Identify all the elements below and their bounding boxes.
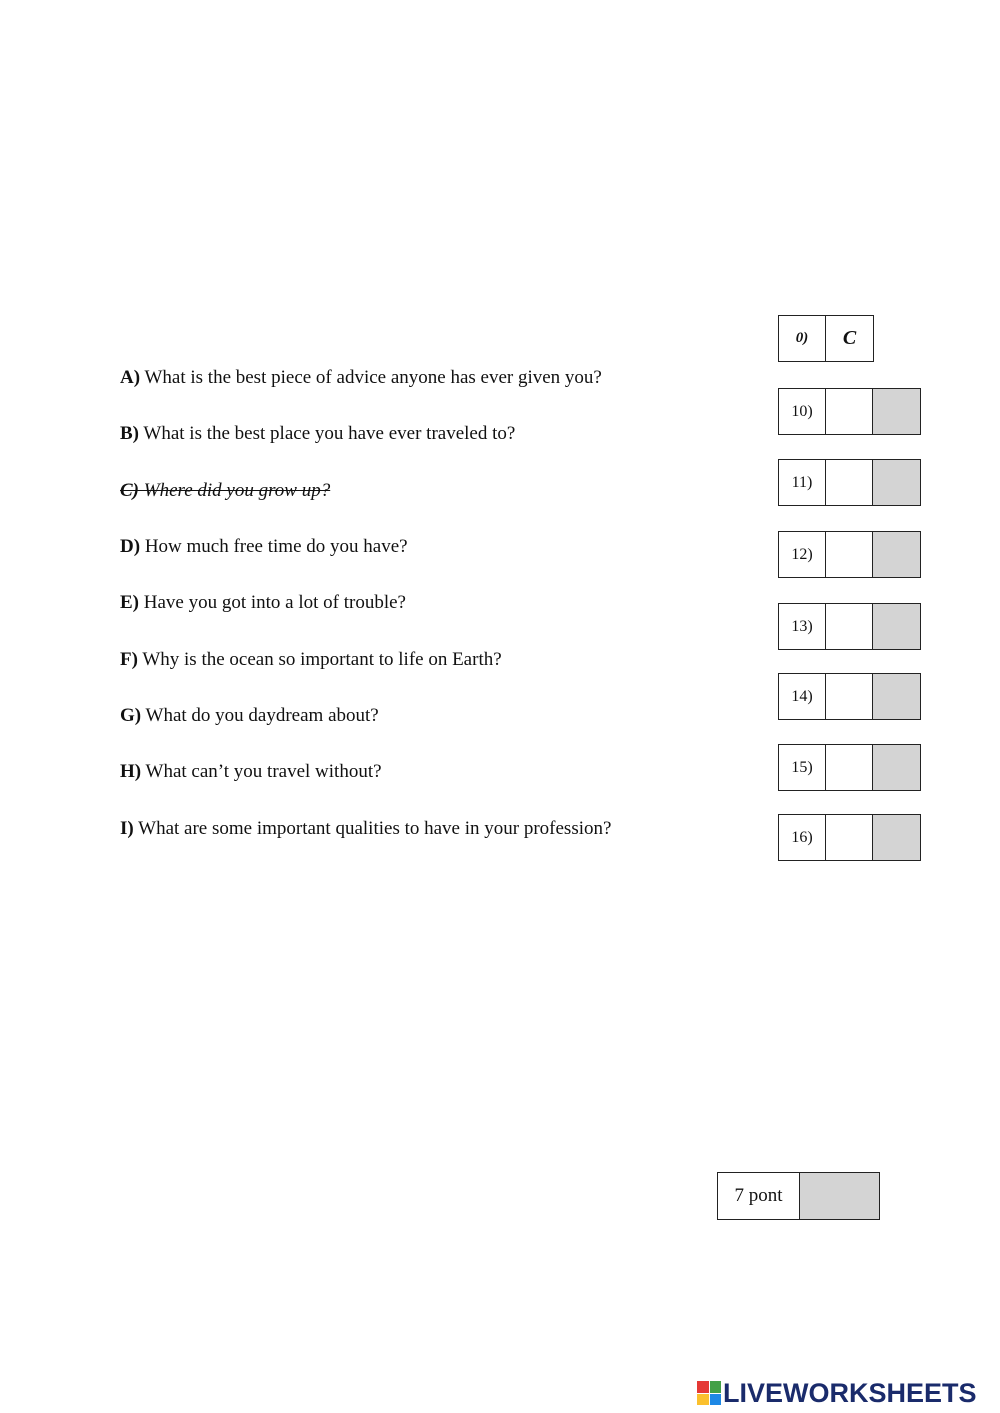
score-cell <box>873 389 920 434</box>
question-text: What is the best place you have ever traveled to? <box>139 423 516 444</box>
score-label: 7 pont <box>718 1173 800 1219</box>
question-letter: E) <box>120 592 139 613</box>
question-text: What is the best piece of advice anyone has ever given you? <box>140 367 602 388</box>
question-letter: C) <box>120 480 139 501</box>
logo-blocks-icon <box>697 1381 721 1405</box>
question-text: Where did you grow up? <box>139 480 331 501</box>
answer-box-11 <box>778 459 921 506</box>
answer-input[interactable] <box>826 604 873 649</box>
question-text: How much free time do you have? <box>140 536 408 557</box>
question-letter: F) <box>120 649 138 670</box>
question-c-example <box>120 479 330 503</box>
question-e <box>120 591 406 615</box>
question-letter: H) <box>120 761 142 782</box>
question-h <box>120 760 382 784</box>
score-total-cell <box>800 1173 879 1219</box>
liveworksheets-logo <box>697 1378 977 1408</box>
score-box <box>717 1172 880 1220</box>
answer-input[interactable] <box>826 532 873 577</box>
example-answer: C <box>842 327 857 349</box>
question-a <box>120 366 602 390</box>
answer-box-13 <box>778 603 921 650</box>
answer-number: 14) <box>779 674 826 719</box>
question-text: What are some important qualities to have in your profession? <box>133 818 612 839</box>
answer-number: 13) <box>779 604 826 649</box>
question-g <box>120 704 379 728</box>
answer-input[interactable] <box>826 674 873 719</box>
answer-input[interactable] <box>826 460 873 505</box>
question-letter: I) <box>120 818 134 839</box>
question-f <box>120 648 502 672</box>
question-letter: A) <box>120 367 141 388</box>
answer-number: 15) <box>779 745 826 790</box>
answer-input[interactable] <box>826 389 873 434</box>
answer-number: 11) <box>779 460 826 505</box>
answer-box-12 <box>778 531 921 578</box>
answer-input[interactable] <box>826 745 873 790</box>
example-answer-box <box>778 315 874 362</box>
answer-box-15 <box>778 744 921 791</box>
example-number: 0) <box>779 316 826 361</box>
question-text: What do you daydream about? <box>141 705 379 726</box>
score-cell <box>873 745 920 790</box>
question-text: Why is the ocean so important to life on Earth? <box>137 649 502 670</box>
answer-number: 10) <box>779 389 826 434</box>
answer-input[interactable] <box>826 815 873 860</box>
question-text: Have you got into a lot of trouble? <box>139 592 406 613</box>
logo-text: LIVEWORKSHEETS <box>723 1378 977 1408</box>
score-cell <box>873 815 920 860</box>
question-i <box>120 817 611 841</box>
question-letter: G) <box>120 705 142 726</box>
score-cell <box>873 532 920 577</box>
score-cell <box>873 460 920 505</box>
answer-number: 16) <box>779 815 826 860</box>
score-cell <box>873 674 920 719</box>
answer-box-14 <box>778 673 921 720</box>
question-b <box>120 422 515 446</box>
answer-box-10 <box>778 388 921 435</box>
answer-number: 12) <box>779 532 826 577</box>
score-cell <box>873 604 920 649</box>
question-letter: D) <box>120 536 141 557</box>
question-d <box>120 535 408 559</box>
question-text: What can’t you travel without? <box>141 761 382 782</box>
answer-box-16 <box>778 814 921 861</box>
question-letter: B) <box>120 423 139 444</box>
